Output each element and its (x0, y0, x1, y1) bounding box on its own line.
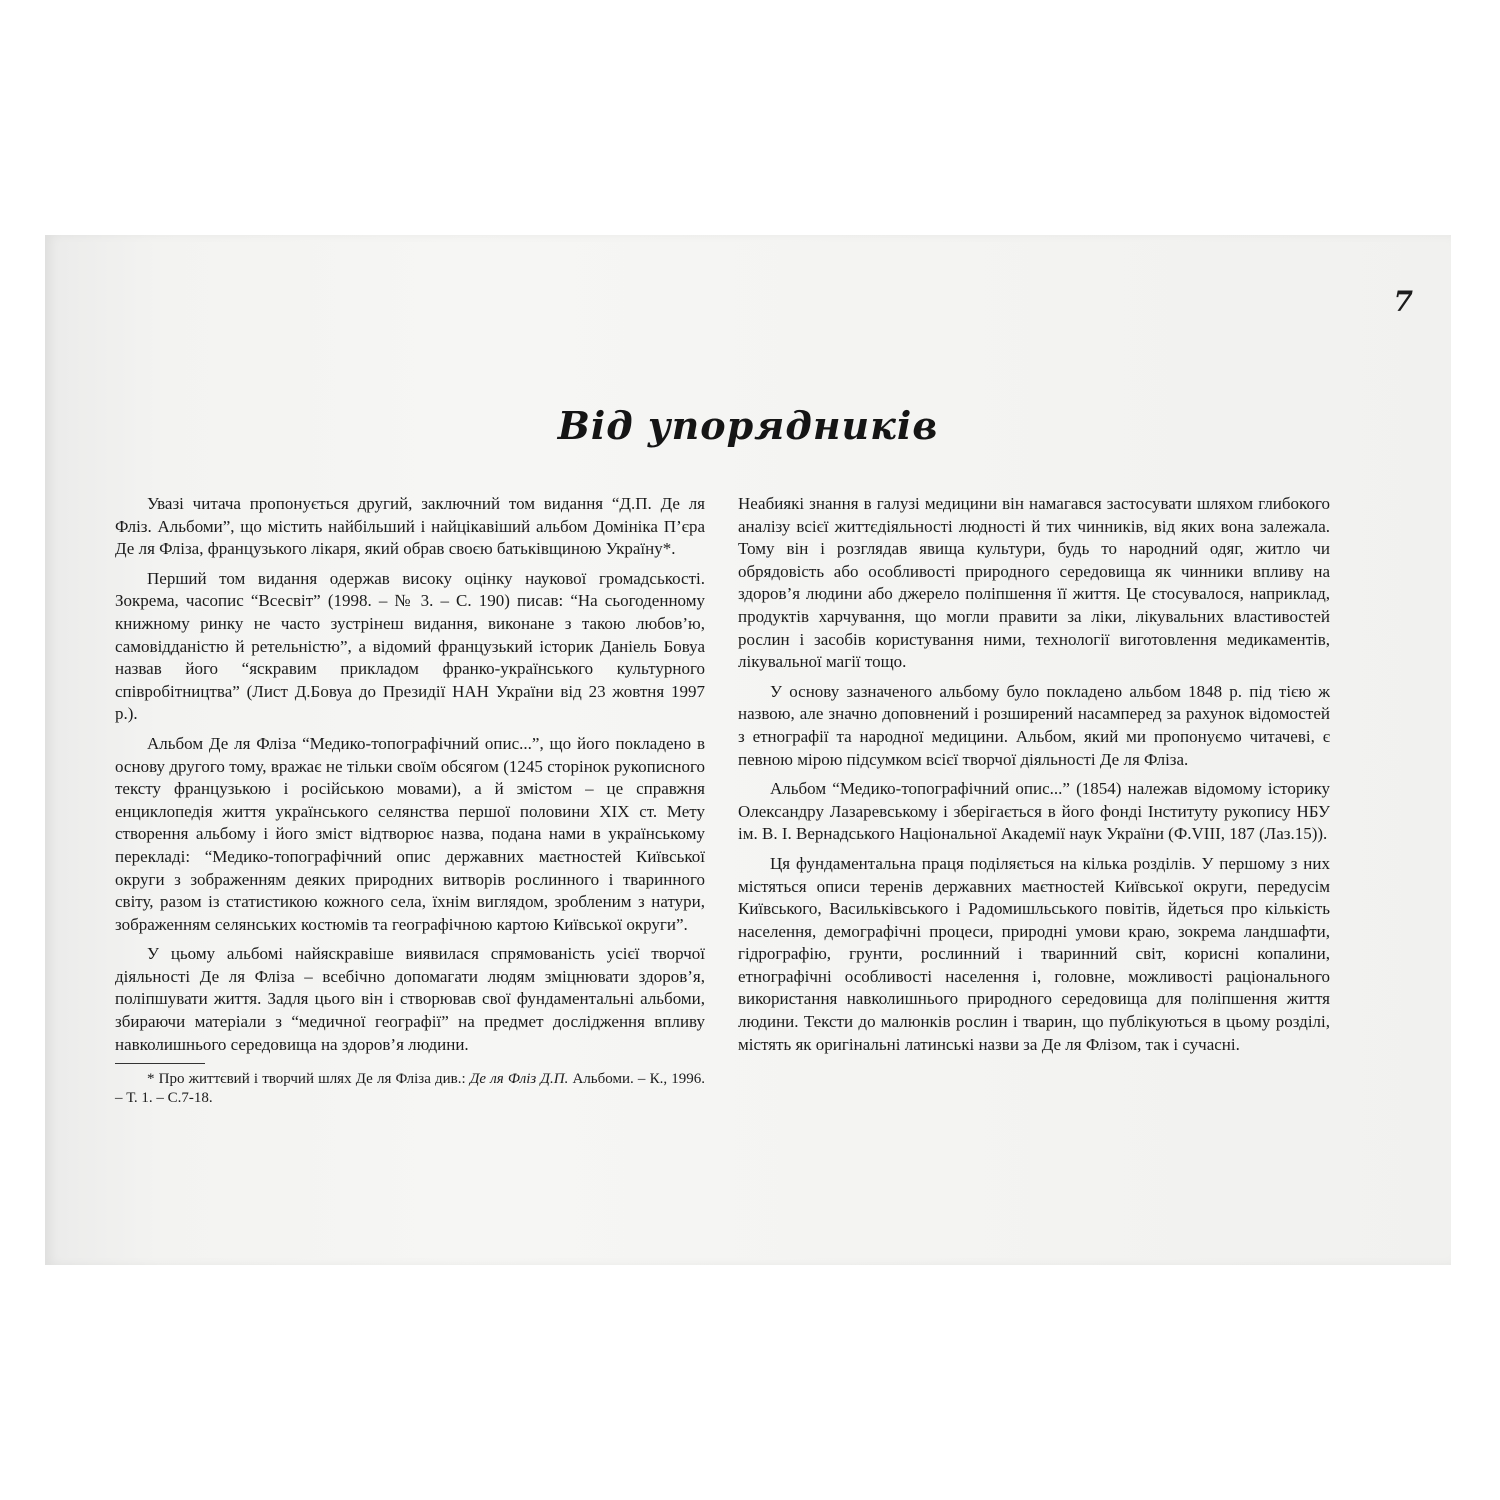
paragraph: Увазі читача пропонується другий, заключний том видання “Д.П. Де ля Фліз. Альбоми”, що містить найбільший і найцікавіший альбом Домініка П’єра Де ля Фліза, французького лікаря, який обрав своєю батьківщиною Україну*. (115, 494, 705, 559)
footnote (115, 1070, 705, 1108)
paragraph: У основу зазначеного альбому було покладено альбом 1848 р. під тією ж назвою, але значно доповнений і розширений насамперед за рахунок відомостей з етнографії та народної медицини. Альбом, який ми пропонуємо читачеві, є певною мірою підсумком всієї творчої діяльності Де ля Фліза. (738, 681, 1330, 769)
footnote-reference: Альбоми. – К., 1996. – Т. 1. – С.7-18. (115, 1071, 706, 1107)
paragraph: Перший том видання одержав високу оцінку наукової громадськості. Зокрема, часопис “Всесвіт” (1998. – № 3. – С. 190) писав: “На сьогоденному книжному ринку не часто зустрінеш видання, виконане з такою любов’ю, самовідданістю й ретельністю”, а відомий французький історик Даніель Бовуа назвав його “яскравим прикладом франко-українського культурного співробітництва” (Лист Д.Бовуа до Президії НАН України від 23 жовтня 1997 р.). (115, 568, 705, 724)
left-column (115, 493, 705, 1115)
page-number: 7 (1393, 285, 1413, 318)
right-column (738, 493, 1330, 1063)
paragraph: Неабиякі знання в галузі медицини він намагався застосувати шляхом глибокого аналізу всієї життєдіяльності людності й тих чинників, від яких вона залежала. Тому він і розглядав явища культури, будь то народний одяг, житло чи обрядовість або особливості природного середовища як чинники впливу на здоров’я людини або джерело поліпшення її життя. Це стосувалося, наприклад, продуктів харчування, що могли правити за ліки, лікувальних властивостей рослин і засобів користування ними, технології виготовлення медикаментів, лікувальної магії тощо. (738, 494, 1330, 672)
paragraph: Альбом Де ля Фліза “Медико-топографічний опис...”, що його покладено в основу другого тому, вражає не тільки своїм обсягом (1245 сторінок рукописного тексту французькою і російською мовами), а й змістом – це справжня енциклопедія життя українського селянства першої половини ХІХ ст. Мету створення альбому і його зміст відтворює назва, подана нами в українському перекладі: “Медико-топографічний опис державних маєтностей Київської округи з зображенням деяких природних витворів рослинного і тваринного світу, разом із статистикою кожного села, їхнім виглядом, зробленим з натури, зображенням селянських костюмів та географічною картою Київської округи”. (115, 733, 705, 934)
paragraph: Альбом “Медико-топографічний опис...” (1854) належав відомому історику Олександру Лазаревському і зберігається в його фонді Інституту рукопису НБУ ім. В. І. Вернадського Національної Академії наук України (Ф.VIII, 187 (Лаз.15)). (738, 779, 1330, 844)
paragraph: У цьому альбомі найяскравіше виявилася спрямованість усієї творчої діяльності Де ля Фліза – всебічно допомагати людям зміцнювати здоров’я, поліпшувати життя. Задля цього він і створював свої фундаментальні альбоми, збираючи матеріали з “медичної географії” на предмет дослідження впливу навколишнього середовища на здоров’я людини. (115, 944, 705, 1054)
paragraph: Ця фундаментальна праця поділяється на кілька розділів. У першому з них містяться описи теренів державних маєтностей Київської округи, передусім Київського, Васильківського і Радомишльського повітів, йдеться про кількість населення, демографічні процеси, природні умови краю, зокрема ландшафти, гідрографію, грунти, рослинний і тваринний світ, корисні копалини, етнографічні особливості населення і, головне, можливості раціонального використання навколишнього природного середовища для поліпшення життя людини. Тексти до малюнків рослин і тварин, що публікуються в цьому розділі, містять як оригінальні латинські назви за Де ля Флізом, так і сучасні. (738, 853, 1330, 1054)
footnote-text: * Про життєвий і творчий шлях Де ля Фліза див.: (147, 1071, 470, 1088)
page-title: Від упорядників (557, 403, 939, 448)
book-page (45, 235, 1451, 1265)
footnote-divider (115, 1063, 205, 1064)
footnote-author: Де ля Фліз Д.П. (469, 1071, 569, 1088)
